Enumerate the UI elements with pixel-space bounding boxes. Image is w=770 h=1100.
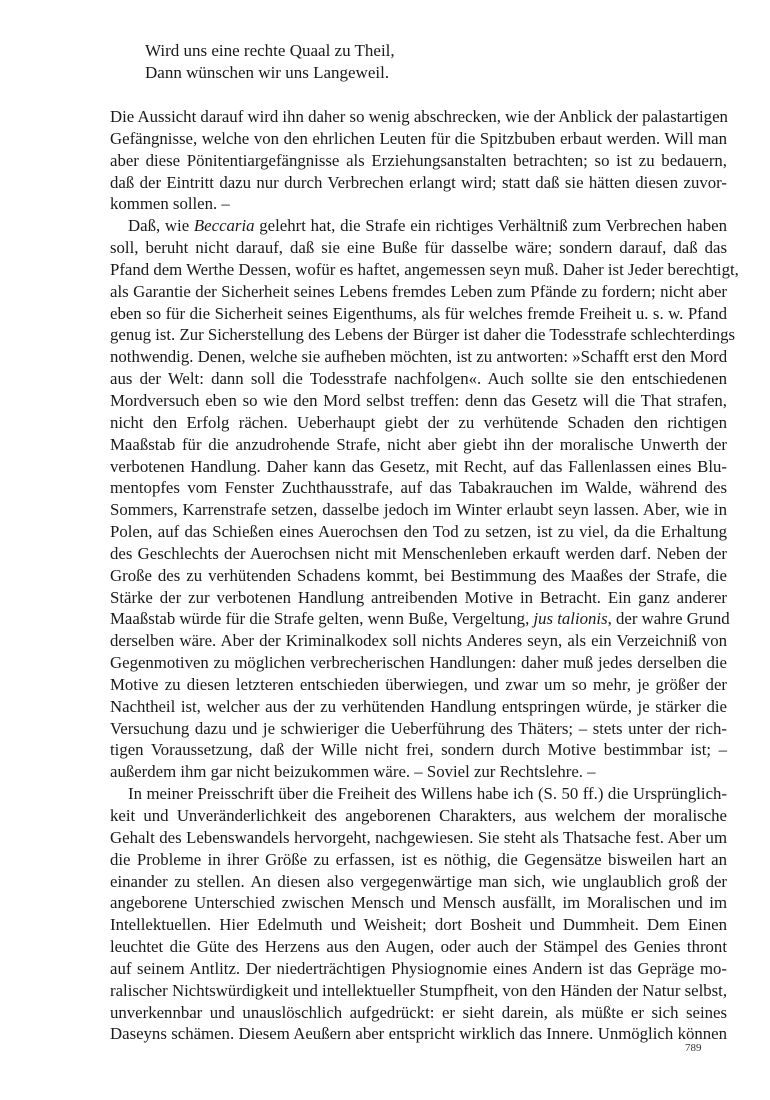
text-line: des Geschlechts der Auerochsen nicht mit Menschenleben erkauft werden darf. Neben der <box>110 543 727 563</box>
text-line: als Garantie der Sicherheit seines Lebens fremdes Leben zum Pfände zu fordern; nicht aber <box>110 281 727 301</box>
text-line: Motive zu diesen letzteren entschieden überwiegen, und zwar um so mehr, je größer der <box>110 674 727 694</box>
text-line: Sommers, Karrenstrafe setzen, dasselbe jedoch im Winter erlaubt seyn lassen. Aber, wie in <box>110 500 727 520</box>
verse-quote <box>145 40 395 84</box>
paragraph <box>110 783 727 1045</box>
text-line: soll, beruht nicht darauf, daß sie eine Buße für dasselbe wäre; sondern darauf, daß das <box>110 238 727 258</box>
text-line: derselben wäre. Aber der Kriminalkodex soll nichts Anderes seyn, als ein Verzeichniß von <box>110 631 727 651</box>
text-line: die Probleme in ihrer Größe zu erfassen, ist es nöthig, die Gegensätze bisweilen hart an <box>110 849 727 869</box>
italic-term: Beccaria <box>193 216 255 236</box>
text-line: genug ist. Zur Sicherstellung des Lebens der Bürger ist daher die Todesstrafe schlechterdings <box>110 325 736 345</box>
text-line: Gegenmotiven zu möglichen verbrecherischen Handlungen: daher muß jedes derselben die <box>110 653 727 673</box>
text-line: Intellektuellen. Hier Edelmuth und Weisheit; dort Bosheit und Dummheit. Dem Einen <box>110 915 727 935</box>
text-line: Maaßstab würde für die Strafe gelten, wenn Buße, Vergeltung, jus talionis, der wahre Grund <box>110 609 730 629</box>
text-line: Gehalt des Lebenswandels hervorgeht, nachgewiesen. Sie steht als Thatsache fest. Aber um <box>110 827 727 847</box>
text-line: Mordversuch eben so wie den Mord selbst treffen: denn das Gesetz will die That strafen, <box>110 390 727 410</box>
text-line: auf seinem Antlitz. Der niederträchtigen Physiognomie eines Andern ist das Gepräge mo- <box>110 958 727 978</box>
text-line: In meiner Preisschrift über die Freiheit des Willens habe ich (S. 50 ff.) die Ursprünglich- <box>128 784 727 804</box>
text-line: Gefängnisse, welche von den ehrlichen Leuten für die Spitzbuben erbaut werden. Will man <box>110 128 727 148</box>
text-line: aber diese Pönitentiargefängnisse als Erziehungsanstalten betrachten; so ist zu bedauern, <box>110 150 727 170</box>
text-line: ralischer Nichtswürdigkeit und intellektueller Stumpfheit, von den Händen der Natur selbst, <box>110 980 728 1000</box>
page-number: 789 <box>685 1042 702 1054</box>
text-line: keit und Unveränderlichkeit des angeborenen Charakters, aus welchem der moralische <box>110 806 727 825</box>
paragraph <box>110 215 739 783</box>
text-line: kommen sollen. – <box>110 194 230 214</box>
text-line: Maaßstab für die anzudrohende Strafe, nicht aber giebt ihn der moralische Unwerth der <box>110 434 727 454</box>
text-line: daß der Eintritt dazu nur durch Verbrechen erlangt wird; statt daß sie hätten diesen zuvor- <box>110 172 727 192</box>
text-line: mentopfes vom Fenster Zuchthausstrafe, auf das Tabakrauchen im Walde, während des <box>110 478 727 498</box>
body-text <box>110 106 739 1045</box>
verse-line: Dann wünschen wir uns Langeweil. <box>145 63 390 82</box>
text-line: nicht den Erfolg rächen. Ueberhaupt giebt der zu verhütende Schaden den richtigen <box>110 412 727 432</box>
text-line: Große des zu verhütenden Schadens kommt, bei Bestimmung des Maaßes der Strafe, die <box>110 565 727 585</box>
text-line: tigen Voraussetzung, daß der Wille nicht frei, sondern durch Motive bestimmbar ist; – <box>110 740 727 760</box>
text-line: Die Aussicht darauf wird ihn daher so wenig abschrecken, wie der Anblick der palastartigen <box>110 107 728 126</box>
text-line: Pfand dem Werthe Dessen, wofür es haftet, angemessen seyn muß. Daher ist Jeder berechtigt, <box>110 259 739 279</box>
text-line: leuchtet die Güte des Herzens aus den Augen, oder auch der Stämpel des Genies thront <box>110 937 727 957</box>
text-line: Nachtheil ist, welcher aus der zu verhütenden Handlung entspringen würde, je stärker die <box>110 696 727 716</box>
text-line: eben so für die Sicherheit seines Eigenthums, als für welches fremde Freiheit u. s. w. Pfand <box>110 303 727 323</box>
text-line: einander zu stellen. An diesen also vergegenwärtige man sich, wie unglaublich groß der <box>110 871 727 891</box>
text-line: Versuchung dazu und je schwieriger die Ueberführung des Thäters; – stets unter der rich- <box>110 718 727 738</box>
text-line: angeborene Unterschied zwischen Mensch und Mensch ausfällt, im Moralischen und im <box>110 893 727 913</box>
text-line: unverkennbar und unauslöschlich aufgedrückt: er sieht darein, als müßte er sich seines <box>110 1002 727 1022</box>
text-line: Daß, wie Beccaria gelehrt hat, die Strafe ein richtiges Verhältniß zum Verbrechen haben <box>128 216 727 236</box>
text-line: nothwendig. Denen, welche sie aufheben möchten, ist zu antworten: »Schafft erst den Mord <box>110 347 728 367</box>
text-line: verbotenen Handlung. Daher kann das Gesetz, mit Recht, auf das Fallenlassen eines Blu- <box>110 456 727 476</box>
italic-term: jus talionis <box>533 609 608 629</box>
text-line: Daseyns schämen. Diesem Aeußern aber entspricht wirklich das Innere. Unmöglich können <box>110 1024 727 1044</box>
paragraph <box>110 106 727 215</box>
text-line: aus der Welt: dann soll die Todesstrafe nachfolgen«. Auch sollte sie den entschiedenen <box>110 369 727 389</box>
text-line: Polen, auf das Schießen eines Auerochsen den Tod zu setzen, ist zu viel, da die Erhaltung <box>110 522 727 542</box>
text-line: Stärke der zur verbotenen Handlung antreibenden Motive in Betracht. Ein ganz anderer <box>110 587 727 607</box>
verse-line: Wird uns eine rechte Quaal zu Theil, <box>145 41 395 60</box>
text-line: außerdem ihm gar nicht beizukommen wäre. – Soviel zur Rechtslehre. – <box>110 762 596 782</box>
